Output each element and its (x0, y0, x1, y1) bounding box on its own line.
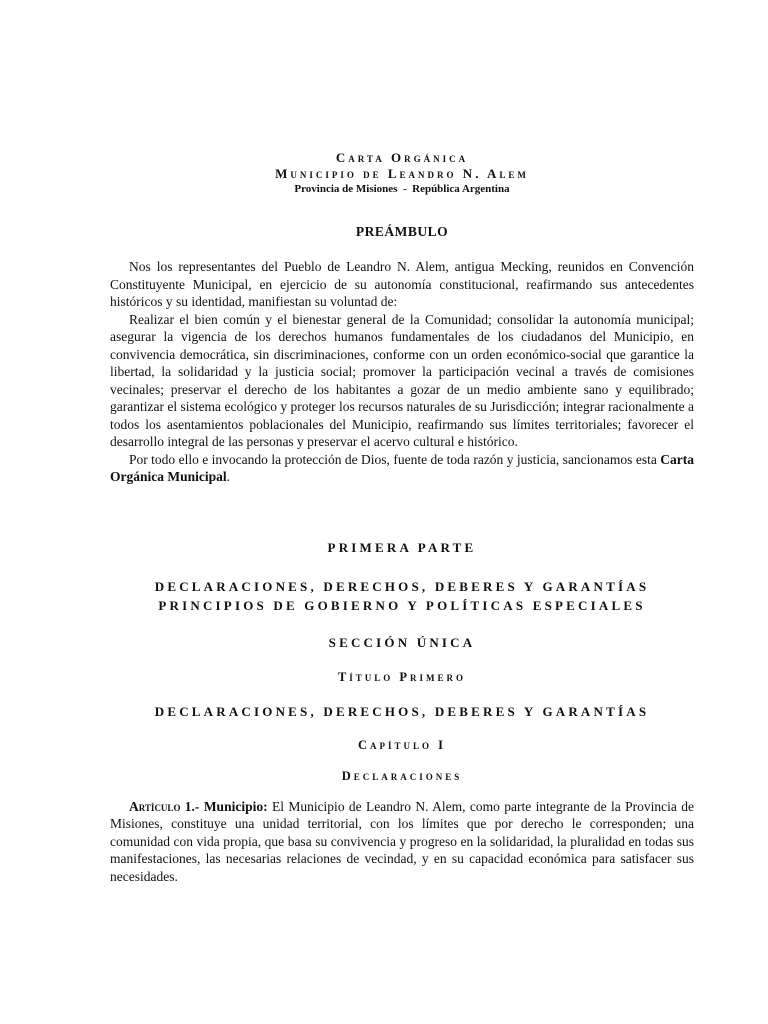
section-heading: SECCIÓN ÚNICA (328, 634, 476, 650)
article-1-label: Artículo 1.- (129, 798, 200, 814)
preamble-paragraph-3 (110, 451, 694, 486)
document-header (110, 150, 694, 196)
document-municipality: Municipio de Leandro N. Alem (275, 166, 529, 181)
part-subject-heading (110, 577, 694, 615)
preamble-closing-text: Por todo ello e invocando la protección de Dios, fuente de toda razón y justicia, sancionamos esta (129, 451, 661, 467)
chapter-heading: Capítulo I (357, 737, 447, 752)
chapter-name-heading: Declaraciones (341, 768, 463, 783)
part-subject-line-1: DECLARACIONES, DERECHOS, DEBERES Y GARANTÍAS (154, 578, 650, 594)
title-name-heading: DECLARACIONES, DERECHOS, DEBERES Y GARANTÍAS (154, 703, 650, 719)
preamble-paragraph-1: Nos los representantes del Pueblo de Leandro N. Alem, antigua Mecking, reunidos en Convención Constituyente Municipal, en ejercicio de su autonomía constitucional, reafirmando sus antecedentes históricos y su identidad, manifiestan su voluntad de: (110, 259, 694, 309)
title-heading: Título Primero (337, 669, 467, 684)
document-location (110, 182, 694, 196)
part-subject-line-2: PRINCIPIOS DE GOBIERNO Y POLÍTICAS ESPECIALES (158, 597, 646, 613)
document-title: Carta Orgánica (335, 150, 469, 165)
part-heading: PRIMERA PARTE (327, 539, 477, 555)
document-page (110, 150, 694, 899)
preamble-heading: PREÁMBULO (355, 224, 449, 239)
article-1-text: El Municipio de Leandro N. Alem, como parte integrante de la Provincia de Misiones, constituye una unidad territorial, con los límites que por derecho le corresponden; una comunidad con vida propia, que basa su convivencia y progreso en la solidaridad, la pluralidad en todas sus manifestaciones, las necesarias relaciones de vecindad, y en su capacidad económica para satisfacer sus necesidades. (110, 798, 695, 884)
province-name: Provincia de Misiones (294, 183, 398, 195)
location-separator: - (402, 183, 407, 195)
article-1 (110, 798, 694, 886)
charter-name: Carta Orgánica Municipal (110, 451, 694, 484)
preamble-closing-period: . (226, 469, 231, 484)
article-1-name: Municipio: (203, 798, 268, 814)
country-name: República Argentina (412, 183, 510, 195)
preamble-paragraph-2: Realizar el bien común y el bienestar general de la Comunidad; consolidar la autonomía municipal; asegurar la vigencia de los derechos humanos fundamentales de los ciudadanos del Municipio, en convivencia democrática, sin discriminaciones, conforme con un orden económico-social que garantice la libertad, la solidaridad y la justicia social; promover la participación vecinal a través de comisiones vecinales; preservar el derecho de los habitantes a gozar de un medio ambiente sano y equilibrado; garantizar el sistema ecológico y proteger los recursos naturales de su Jurisdicción; integrar racionalmente a todos los asentamientos poblacionales del Municipio, reafirmando sus límites territoriales; favorecer el desarrollo integral de las personas y preservar el acervo cultural e histórico. (110, 311, 694, 449)
